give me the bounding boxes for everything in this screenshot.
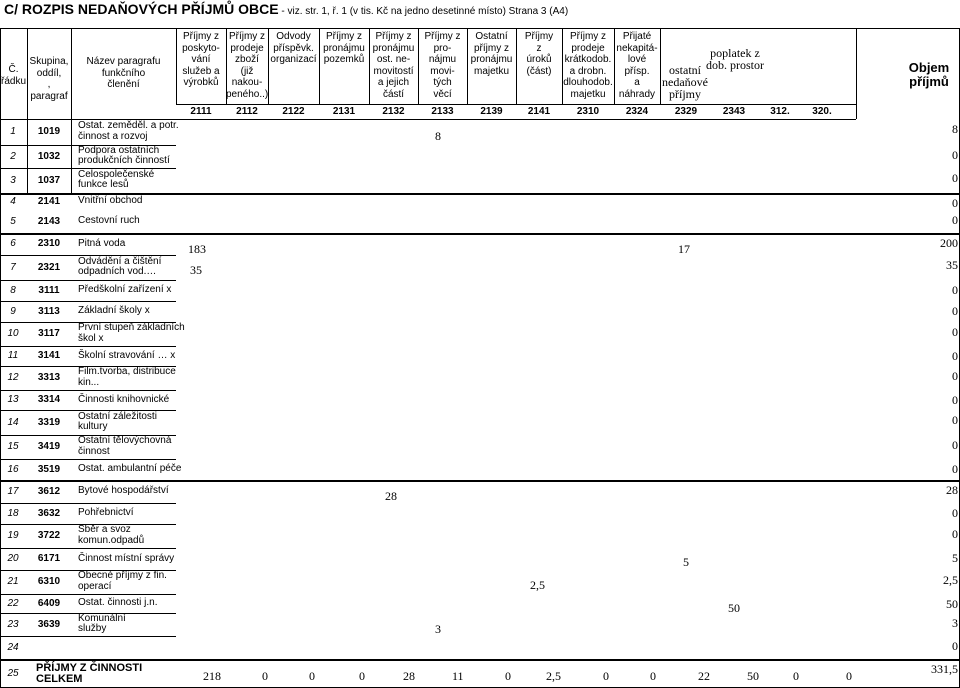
title-main: C/ ROZPIS NEDAŇOVÝCH PŘÍJMŮ OBCE xyxy=(4,1,279,17)
cell-r17-2132: 28 xyxy=(385,489,397,503)
row-paragraph: 3314 xyxy=(37,394,61,405)
hdr-col-2111: Příjmy z poskyto- vání služeb a výrobků xyxy=(182,31,220,88)
code-2329: 2329 xyxy=(674,106,698,117)
row-number: 12 xyxy=(7,372,19,383)
hdr-col-total: Objem příjmů xyxy=(908,60,950,89)
row-total: 0 xyxy=(952,283,958,297)
hdr-col-2122: Odvody příspěvk. organizací xyxy=(270,31,317,65)
row-paragraph: 3113 xyxy=(38,305,60,317)
cell-r22-2329: 50 xyxy=(728,601,740,615)
row-total: 0 xyxy=(952,393,958,407)
row-sep xyxy=(0,548,176,549)
row-number: 5 xyxy=(10,215,16,227)
row-number: 24 xyxy=(7,641,19,653)
row-total: 0 xyxy=(952,438,958,452)
row-name: Cestovní ruch xyxy=(78,215,140,227)
hdr-col-2132: Příjmy z pronájmu ost. ne- movitostí a jejich částí xyxy=(372,31,415,100)
row-number: 14 xyxy=(7,416,19,428)
row-sep xyxy=(0,346,176,347)
row-sep xyxy=(0,301,176,302)
total-cell: 0 xyxy=(262,669,268,683)
row-paragraph: 2310 xyxy=(37,238,61,249)
row-total: 35 xyxy=(946,258,958,272)
total-cell: 0 xyxy=(846,669,852,683)
hdr-col-2139: Ostatní příjmy z pronájmu majetku xyxy=(470,31,513,77)
row-paragraph: 3141 xyxy=(37,350,61,361)
row-paragraph: 3632 xyxy=(37,507,61,519)
row-total: 331,5 xyxy=(931,662,958,676)
row-total: 50 xyxy=(946,597,958,611)
row-total: 0 xyxy=(952,349,958,363)
row-number: 8 xyxy=(10,284,16,296)
row-sep-strong xyxy=(0,480,960,482)
row-name: Základní školy x xyxy=(78,305,150,317)
row-paragraph: 3319 xyxy=(37,416,61,428)
row-number: 9 xyxy=(10,305,16,317)
row-paragraph: 3313 xyxy=(37,372,61,383)
row-sep xyxy=(0,636,176,637)
row-name: Sběr a svoz komun.odpadů xyxy=(78,524,145,546)
row-paragraph: 2143 xyxy=(37,215,61,227)
row-paragraph: 3419 xyxy=(37,441,61,452)
row-paragraph: 3111 xyxy=(38,284,60,296)
row-total: 28 xyxy=(946,483,958,497)
row-total: 0 xyxy=(952,527,958,541)
hdr-col-2112: Příjmy z prodeje zboží (již nakou- peného..) xyxy=(226,31,269,100)
row-name: PŘÍJMY Z ČINNOSTI CELKEM xyxy=(36,661,143,685)
row-sep xyxy=(0,459,176,460)
row-total: 0 xyxy=(952,213,958,227)
hdr-col-2324: Přijaté nekapitá- lové přísp. a náhrady xyxy=(616,31,658,100)
cell-r23-2133: 3 xyxy=(435,622,441,636)
row-name: Ostat. činnosti j.n. xyxy=(78,597,158,609)
code-2132: 2132 xyxy=(382,106,405,117)
row-name: Školní stravování … x xyxy=(78,349,176,361)
hdr-col-ostatni: ostatní nedaňové příjmy xyxy=(662,63,708,101)
row-name: Ostat. zeměděl. a potr. činnost a rozvoj xyxy=(78,120,179,142)
row-paragraph: 3519 xyxy=(37,463,61,475)
header-divider xyxy=(176,104,856,105)
total-cell: 50 xyxy=(747,669,759,683)
total-cell: 28 xyxy=(403,669,415,683)
title-sub: - viz. str. 1, ř. 1 (v tis. Kč na jedno desetinné místo) Strana 3 (A4) xyxy=(278,6,569,17)
row-sep-strong xyxy=(0,659,960,661)
row-number: 23 xyxy=(7,618,19,630)
code-2343: 2343 xyxy=(722,106,746,117)
code-2133: 2133 xyxy=(431,106,454,117)
cell-r7-2111: 35 xyxy=(190,263,202,277)
total-cell: 0 xyxy=(309,669,315,683)
row-number: 3 xyxy=(10,174,16,186)
row-number: 17 xyxy=(7,485,19,497)
row-total: 0 xyxy=(952,304,958,318)
row-total: 5 xyxy=(952,551,958,565)
row-total: 0 xyxy=(952,196,958,210)
row-number: 2 xyxy=(10,150,16,162)
row-paragraph: 1037 xyxy=(37,174,61,186)
row-total: 0 xyxy=(952,462,958,476)
row-paragraph: 3612 xyxy=(37,485,61,497)
row-sep-strong xyxy=(0,193,960,195)
row-name: Činnosti knihovnické xyxy=(78,393,170,405)
hdr-col-2131: Příjmy z pronájmu pozemků xyxy=(323,31,365,65)
row-total: 0 xyxy=(952,325,958,339)
row-name: Bytové hospodářství xyxy=(78,485,169,497)
hdr-name: Název paragrafu funkčního členění xyxy=(86,56,161,90)
row-paragraph: 3117 xyxy=(38,328,60,339)
row-name: Ostatní tělovýchovná činnost xyxy=(78,435,172,457)
row-name: Komunální služby xyxy=(78,612,126,635)
total-cell: 0 xyxy=(793,669,799,683)
row-name: Pitná voda xyxy=(78,237,126,249)
row-sep xyxy=(0,280,176,281)
row-number: 7 xyxy=(10,261,16,273)
row-number: 15 xyxy=(7,441,19,452)
row-paragraph: 1032 xyxy=(37,150,61,162)
page-title xyxy=(4,1,568,18)
row-name: První stupeň základních škol x xyxy=(78,322,185,344)
hdr-col-2133: Příjmy z pro- nájmu movi- tých věcí xyxy=(424,31,461,100)
cell-r1-2133: 8 xyxy=(435,129,441,143)
row-number: 19 xyxy=(7,530,19,541)
col-sep xyxy=(856,28,857,119)
row-name: Vnitřní obchod xyxy=(78,195,143,207)
total-cell: 0 xyxy=(650,669,656,683)
code-2139: 2139 xyxy=(480,106,503,117)
total-cell: 22 xyxy=(698,669,710,683)
total-cell: 0 xyxy=(603,669,609,683)
row-number: 16 xyxy=(7,463,19,475)
row-name: Celospolečenské funkce lesů xyxy=(78,168,155,191)
col-sep xyxy=(27,28,28,194)
total-cell: 0 xyxy=(505,669,511,683)
hdr-group: Skupina, oddíl, , paragraf xyxy=(29,56,69,102)
row-paragraph: 6171 xyxy=(37,553,61,564)
row-total: 3 xyxy=(952,616,958,630)
row-number: 4 xyxy=(10,195,16,207)
row-name: Předškolní zařízení x xyxy=(78,284,172,296)
row-name: Podpora ostatních produkčních činností xyxy=(78,144,170,167)
row-name: Činnost místní správy xyxy=(78,552,175,564)
row-total: 0 xyxy=(952,171,958,185)
row-paragraph: 2321 xyxy=(37,261,61,273)
total-cell: 218 xyxy=(203,669,221,683)
row-paragraph: 3722 xyxy=(37,530,61,541)
row-total: 0 xyxy=(952,506,958,520)
row-number: 6 xyxy=(10,238,16,249)
row-total: 0 xyxy=(952,639,958,653)
row-total: 0 xyxy=(952,369,958,383)
row-total: 200 xyxy=(940,236,958,250)
row-total: 8 xyxy=(952,122,958,136)
row-sep-strong xyxy=(0,233,960,235)
row-total: 0 xyxy=(952,148,958,162)
row-sep xyxy=(0,594,176,595)
row-number: 25 xyxy=(7,667,19,679)
code-2112: 2112 xyxy=(236,106,258,117)
row-name: Ostat. ambulantní péče xyxy=(78,463,182,475)
row-name: Odvádění a čištění odpadních vod.… xyxy=(78,255,162,278)
row-sep xyxy=(0,503,176,504)
cell-r6-2324: 17 xyxy=(678,242,690,256)
code-2131: 2131 xyxy=(332,106,356,117)
code-320: 320. xyxy=(812,106,832,117)
row-paragraph: 1019 xyxy=(37,126,61,137)
code-2324: 2324 xyxy=(625,106,649,117)
hdr-row-no: Č. řádku xyxy=(0,64,26,87)
row-number: 11 xyxy=(7,350,19,361)
code-2310: 2310 xyxy=(576,106,600,117)
row-total: 2,5 xyxy=(943,573,958,587)
row-number: 13 xyxy=(7,394,19,405)
row-number: 21 xyxy=(7,576,19,587)
col-sep xyxy=(71,28,72,194)
codes-divider xyxy=(176,119,856,120)
row-paragraph: 2141 xyxy=(37,195,61,207)
row-name: Ostatní záležitosti kultury xyxy=(78,410,157,433)
row-number: 20 xyxy=(7,553,19,564)
row-name: Obecné příjmy z fin. operací xyxy=(78,570,167,592)
total-cell: 0 xyxy=(359,669,365,683)
hdr-col-2141: Příjmy z úroků (část) xyxy=(524,31,554,77)
code-2122: 2122 xyxy=(282,106,305,117)
row-number: 1 xyxy=(10,126,16,137)
code-2141: 2141 xyxy=(527,106,551,117)
row-paragraph: 6409 xyxy=(37,597,61,609)
row-total: 0 xyxy=(952,413,958,427)
hdr-col-2310: Příjmy z prodeje krátkodob. a drobn. dlouhodob. majetku xyxy=(563,31,613,100)
code-312: 312. xyxy=(770,106,790,117)
row-name: Film.tvorba, distribuce kin... xyxy=(78,366,176,388)
row-number: 22 xyxy=(7,597,19,609)
total-cell: 11 xyxy=(452,669,464,683)
row-name: Pohřebnictví xyxy=(78,507,134,519)
row-sep xyxy=(0,390,176,391)
cell-r20-2324: 5 xyxy=(683,555,689,569)
total-cell: 2,5 xyxy=(546,669,561,683)
row-number: 10 xyxy=(7,328,19,339)
cell-r6-2111: 183 xyxy=(188,242,206,256)
hdr-col-poplatek: poplatek z dob. prostor xyxy=(706,46,764,72)
row-paragraph: 6310 xyxy=(37,576,61,587)
code-2111: 2111 xyxy=(190,106,212,117)
row-paragraph: 3639 xyxy=(37,618,61,630)
cell-r21-2141: 2,5 xyxy=(530,578,545,592)
row-number: 18 xyxy=(7,507,19,519)
